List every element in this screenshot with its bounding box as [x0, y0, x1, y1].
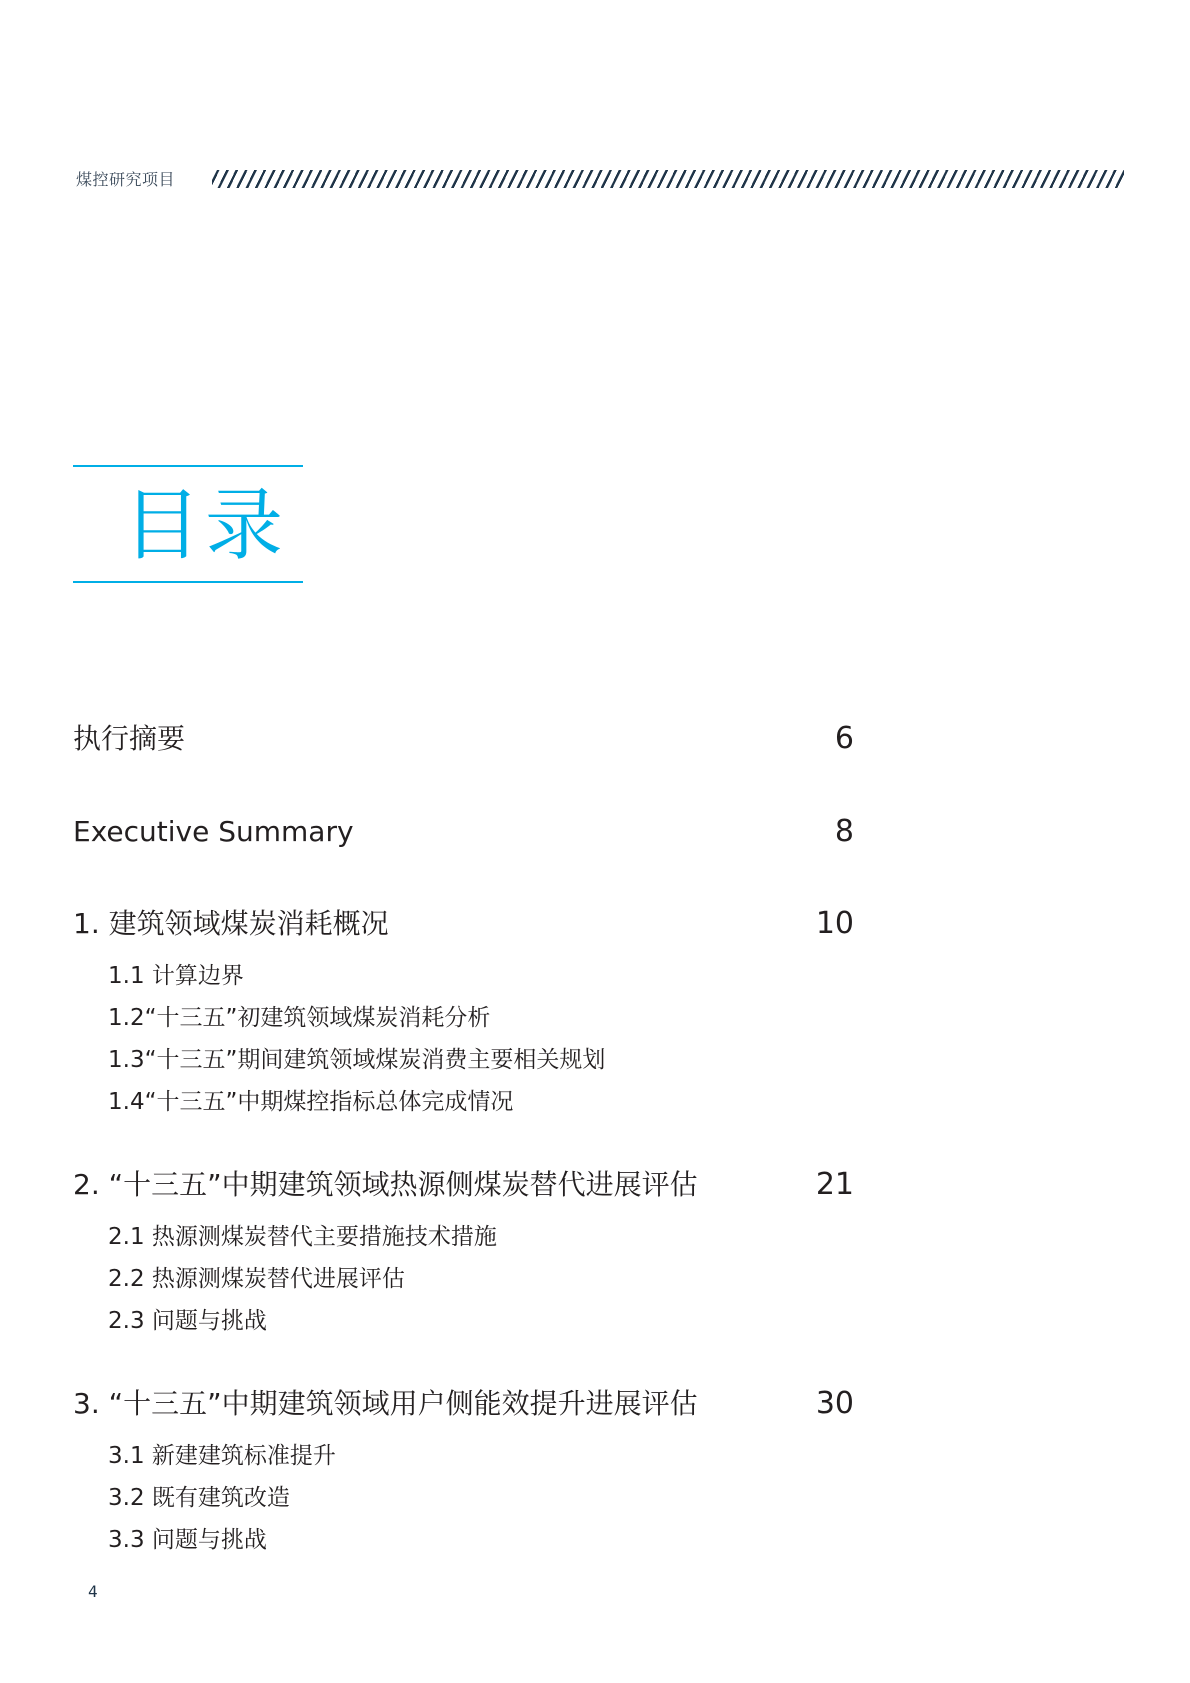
toc-page-number: 6 [834, 721, 854, 756]
toc-entry-chapter-1[interactable]: 1. 建筑领域煤炭消耗概况 [73, 907, 389, 940]
header-label: 煤控研究项目 [76, 170, 176, 189]
toc-subentry-1-2[interactable]: 1.2“十三五”初建筑领域煤炭消耗分析 [108, 1005, 491, 1031]
toc-title: 目录 [123, 481, 288, 571]
toc-subentry-3-3[interactable]: 3.3 问题与挑战 [108, 1527, 267, 1553]
toc-page-number: 30 [815, 1386, 854, 1421]
title-rule-bottom [73, 581, 303, 583]
toc-entry-executive-summary-cn[interactable]: 执行摘要 [73, 722, 186, 755]
page-number: 4 [88, 1582, 98, 1601]
toc-subentry-2-1[interactable]: 2.1 热源测煤炭替代主要措施技术措施 [108, 1224, 497, 1250]
title-rule-top [73, 465, 303, 467]
toc-subentry-1-1[interactable]: 1.1 计算边界 [108, 963, 244, 989]
toc-subentry-3-1[interactable]: 3.1 新建建筑标准提升 [108, 1443, 336, 1469]
toc-entry-chapter-3[interactable]: 3. “十三五”中期建筑领域用户侧能效提升进展评估 [73, 1387, 698, 1420]
toc-entry-executive-summary-en[interactable]: Executive Summary [73, 815, 354, 848]
header-hatch-decoration [212, 170, 1124, 188]
toc-subentry-1-3[interactable]: 1.3“十三五”期间建筑领域煤炭消费主要相关规划 [108, 1047, 606, 1073]
toc-page-number: 10 [815, 906, 854, 941]
toc-subentry-1-4[interactable]: 1.4“十三五”中期煤控指标总体完成情况 [108, 1089, 514, 1115]
toc-entry-chapter-2[interactable]: 2. “十三五”中期建筑领域热源侧煤炭替代进展评估 [73, 1168, 698, 1201]
toc-page-number: 21 [815, 1167, 854, 1202]
toc-subentry-3-2[interactable]: 3.2 既有建筑改造 [108, 1485, 290, 1511]
toc-page-number: 8 [834, 814, 854, 849]
toc-subentry-2-3[interactable]: 2.3 问题与挑战 [108, 1308, 267, 1334]
toc-subentry-2-2[interactable]: 2.2 热源测煤炭替代进展评估 [108, 1266, 405, 1292]
